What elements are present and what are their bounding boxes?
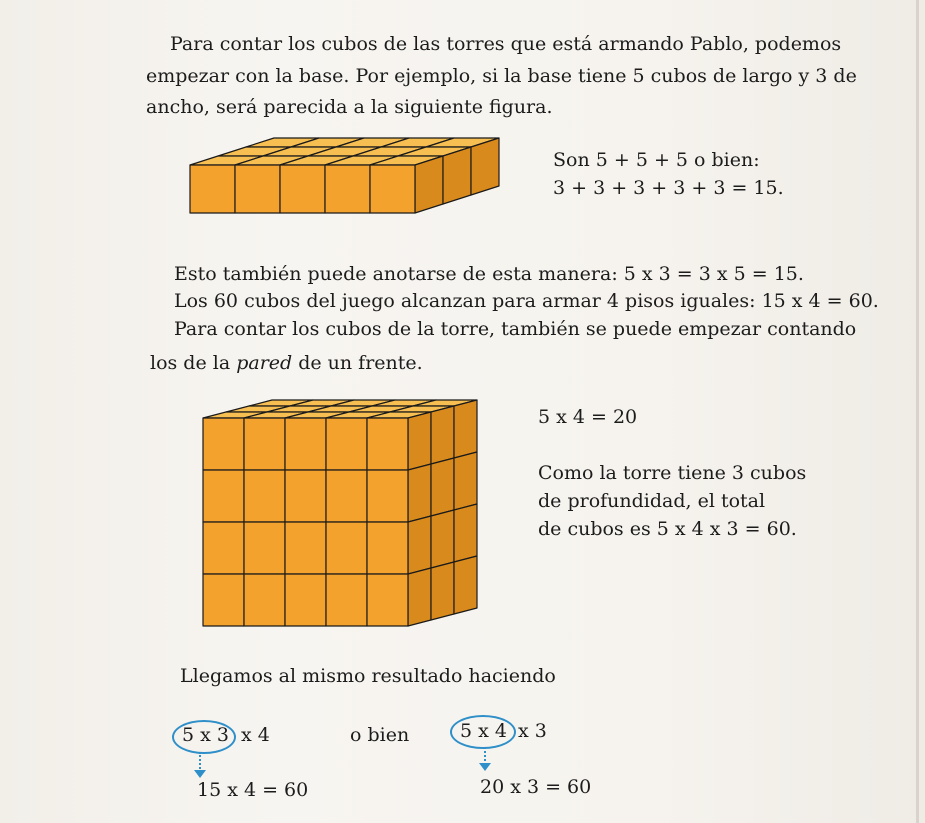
- left-result: 15 x 4 = 60: [197, 779, 309, 801]
- intro-line-1: Para contar los cubos de las torres que está armando Pablo, podemos: [170, 33, 842, 55]
- cube-side-face: [431, 406, 454, 464]
- cube-side-face: [454, 504, 477, 562]
- left-remaining-factor: x 4: [241, 724, 270, 746]
- cube-front-face: [326, 574, 367, 626]
- intro-line-3: ancho, será parecida a la siguiente figura.: [146, 96, 553, 118]
- left-circled-product: 5 x 3: [182, 724, 229, 746]
- cube-front-face: [326, 470, 367, 522]
- depth-line-3: de cubos es 5 x 4 x 3 = 60.: [538, 518, 797, 540]
- page-edge: [916, 0, 919, 823]
- note-line-1: Esto también puede anotarse de esta manera: 5 x 3 = 3 x 5 = 15.: [174, 263, 804, 285]
- cube-side-face: [454, 556, 477, 614]
- cube-front-face: [203, 470, 244, 522]
- depth-line-2: de profundidad, el total: [538, 490, 766, 512]
- right-result: 20 x 3 = 60: [480, 776, 592, 798]
- cube-side-face: [431, 562, 454, 620]
- note-line-4-post: de un frente.: [292, 352, 423, 374]
- cube-side-face: [443, 147, 471, 204]
- cube-side-face: [431, 510, 454, 568]
- note-line-4-emphasis: pared: [236, 352, 293, 374]
- cube-front-face: [244, 574, 285, 626]
- cube-side-face: [408, 516, 431, 574]
- cube-side-face: [454, 400, 477, 458]
- cube-front-face: [190, 165, 235, 213]
- cube-front-face: [326, 418, 367, 470]
- cube-front-face: [367, 418, 408, 470]
- cube-front-face: [285, 522, 326, 574]
- cube-front-face: [326, 522, 367, 574]
- conclusion-text: Llegamos al mismo resultado haciendo: [180, 665, 556, 687]
- cube-side-face: [415, 156, 443, 213]
- cube-front-face: [235, 165, 280, 213]
- note-line-4: [150, 349, 423, 377]
- cube-front-face: [370, 165, 415, 213]
- cube-side-face: [471, 138, 499, 195]
- cube-front-face: [367, 574, 408, 626]
- cube-side-face: [408, 412, 431, 470]
- or-text: o bien: [350, 724, 410, 746]
- depth-line-1: Como la torre tiene 3 cubos: [538, 462, 807, 484]
- right-arrowhead: [479, 763, 491, 771]
- cube-front-face: [203, 522, 244, 574]
- cube-front-face: [285, 574, 326, 626]
- intro-line-2: empezar con la base. Por ejemplo, si la base tiene 5 cubos de largo y 3 de: [146, 65, 857, 87]
- note-line-4-pre: los de la: [150, 352, 237, 374]
- base-cubes-figure: [180, 135, 510, 225]
- wall-equation: 5 x 4 = 20: [538, 406, 638, 428]
- cube-front-face: [203, 418, 244, 470]
- tower-cubes-figure: [195, 392, 515, 647]
- cube-side-face: [431, 458, 454, 516]
- cube-front-face: [280, 165, 325, 213]
- cube-front-face: [285, 470, 326, 522]
- cube-front-face: [203, 574, 244, 626]
- base-sum-line-2: 3 + 3 + 3 + 3 + 3 = 15.: [553, 177, 784, 199]
- cube-side-face: [408, 568, 431, 626]
- right-circled-product: 5 x 4: [460, 720, 507, 742]
- cube-side-face: [408, 464, 431, 522]
- note-line-2: Los 60 cubos del juego alcanzan para armar 4 pisos iguales: 15 x 4 = 60.: [174, 290, 879, 312]
- cube-side-face: [454, 452, 477, 510]
- cube-front-face: [367, 522, 408, 574]
- cube-front-face: [285, 418, 326, 470]
- left-arrow: [199, 752, 203, 772]
- cube-front-face: [325, 165, 370, 213]
- cube-front-face: [244, 522, 285, 574]
- cube-front-face: [244, 418, 285, 470]
- cube-front-face: [367, 470, 408, 522]
- note-line-3: Para contar los cubos de la torre, también se puede empezar contando: [174, 318, 857, 340]
- cube-front-face: [244, 470, 285, 522]
- right-remaining-factor: x 3: [518, 720, 547, 742]
- base-sum-line-1: Son 5 + 5 + 5 o bien:: [553, 149, 760, 171]
